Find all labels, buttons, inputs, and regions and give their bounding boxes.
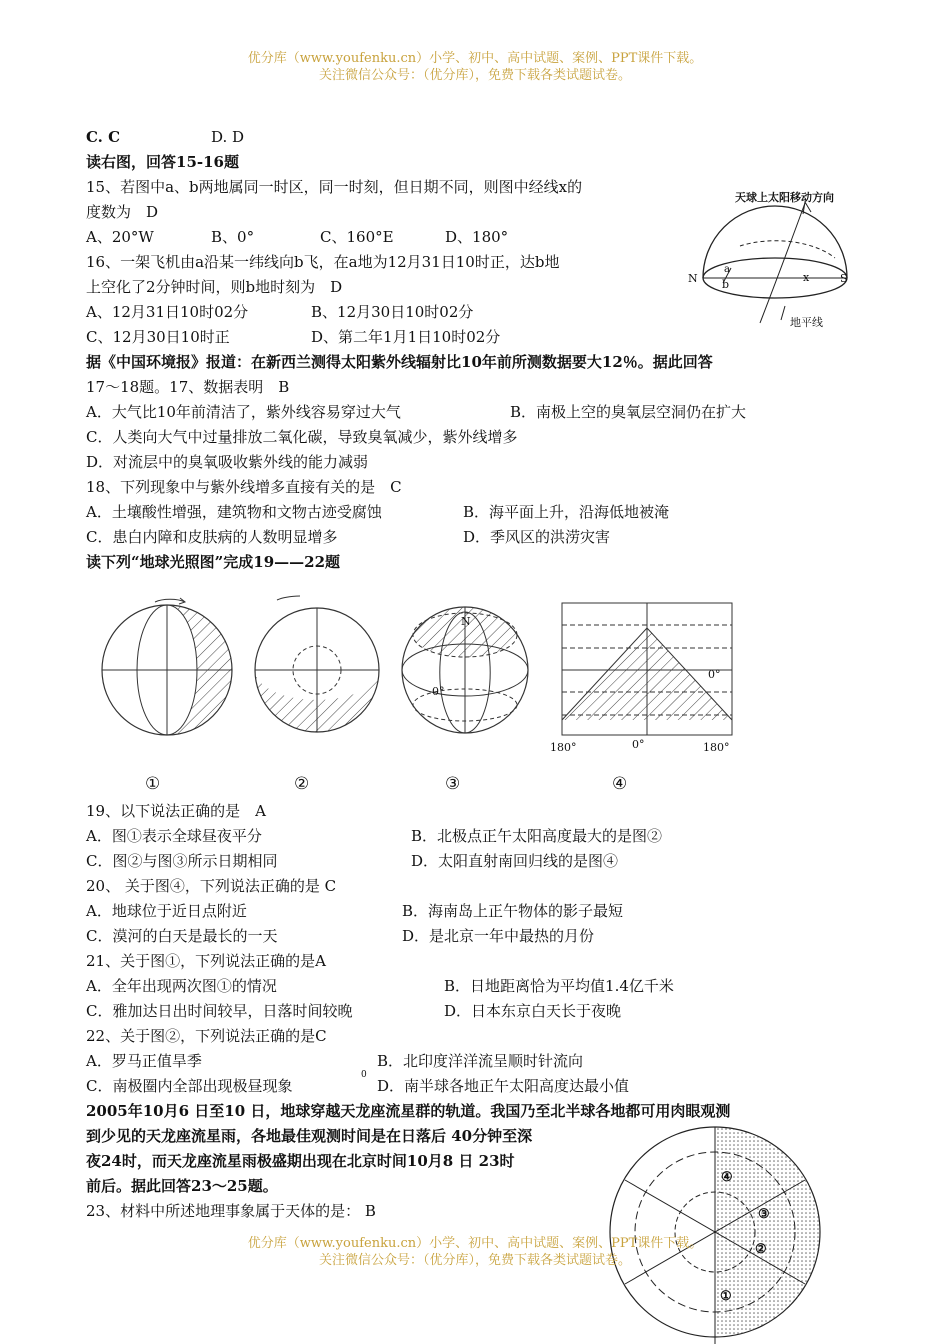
q18-option-d: D．季风区的洪涝灾害 <box>463 528 611 546</box>
figure-2-globe <box>255 596 379 732</box>
sky-x-label: x <box>803 271 810 284</box>
question-15-cont: 度数为 D <box>86 203 159 221</box>
figure-4-bottom-mid-label: 0° <box>632 738 645 751</box>
passage-meteor-3: 夜24时，而天龙座流星雨极盛期出现在北京时间10月8 日 23时 <box>86 1152 515 1170</box>
q15-option-d: D、180° <box>445 228 509 246</box>
sky-n-label: N <box>688 272 698 285</box>
passage-meteor-4: 前后。据此回答23～25题。 <box>86 1177 278 1195</box>
celestial-sphere-figure <box>685 188 865 338</box>
polar-marker-4: ④ <box>721 1170 733 1185</box>
q16-option-d: D、第二年1月1日10时02分 <box>311 328 501 346</box>
option-c: C. C <box>86 128 121 146</box>
question-16-cont: 上空化了2分钟时间，则b地时刻为 D <box>86 278 343 296</box>
footer-line-1: 优分库（www.youfenku.cn）小学、初中、高中试题、案例、PPT课件下载。 <box>247 1236 703 1251</box>
q18-option-c: C．患白内障和皮肤病的人数明显增多 <box>86 528 338 546</box>
instruction-19-22: 读下列“地球光照图”完成19——22题 <box>86 553 341 571</box>
q16-option-b: B、12月30日10时02分 <box>311 303 474 321</box>
polar-marker-2: ② <box>755 1242 767 1257</box>
q16-option-c: C、12月30日10时正 <box>86 328 230 346</box>
q19-option-d: D．太阳直射南回归线的是图④ <box>411 852 619 870</box>
q17-option-c: C．人类向大气中过量排放二氧化碳，导致臭氧减少，紫外线增多 <box>86 428 518 446</box>
header-line-1: 优分库（www.youfenku.cn）小学、初中、高中试题、案例、PPT课件下载。 <box>247 51 703 66</box>
question-17: 17～18题。17、数据表明 B <box>86 378 290 396</box>
q19-option-b: B．北极点正午太阳高度最大的是图② <box>411 827 663 845</box>
footer-line-2: 关注微信公众号：（优分库），免费下载各类试题试卷。 <box>318 1253 631 1268</box>
q20-option-b: B．海南岛上正午物体的影子最短 <box>402 902 624 920</box>
question-19: 19、以下说法正确的是 A <box>86 802 266 820</box>
q18-option-a: A．土壤酸性增强，建筑物和文物古迹受腐蚀 <box>86 503 382 521</box>
polar-marker-3: ③ <box>758 1207 770 1222</box>
question-21: 21、关于图①，下列说法正确的是A <box>86 952 326 970</box>
sky-horizon-label: 地平线 <box>790 316 823 329</box>
polar-marker-1: ① <box>720 1289 732 1304</box>
question-22: 22、关于图②，下列说法正确的是C <box>86 1027 327 1045</box>
polar-illumination-figure <box>605 1120 830 1344</box>
q22-option-d: D．南半球各地正午太阳高度达最小值 <box>377 1077 630 1095</box>
question-20: 20、 关于图④，下列说法正确的是 C <box>86 877 337 895</box>
sky-a-label: a <box>724 264 730 275</box>
stray-zero-mark: 0 <box>361 1070 367 1080</box>
figure-2-label: ② <box>294 774 310 794</box>
q21-option-b: B．日地距离恰为平均值1.4亿千米 <box>444 977 674 995</box>
q22-option-b: B．北印度洋洋流呈顺时针流向 <box>377 1052 584 1070</box>
sky-b-label: b <box>722 278 730 291</box>
q19-option-a: A．图①表示全球昼夜平分 <box>86 827 262 845</box>
figure-4-bottom-right-label: 180° <box>703 741 730 754</box>
q19-option-c: C．图②与图③所示日期相同 <box>86 852 278 870</box>
q20-option-a: A．地球位于近日点附近 <box>86 902 247 920</box>
figure-1-globe <box>102 598 232 735</box>
q20-option-c: C．漠河的白天是最长的一天 <box>86 927 278 945</box>
q22-option-a: A．罗马正值旱季 <box>86 1052 202 1070</box>
q15-option-a: A、20°W <box>86 228 154 246</box>
q15-option-b: B、0° <box>211 228 255 246</box>
question-15: 15、若图中a、b两地属同一时区，同一时刻，但日期不同，则图中经线x的 <box>86 178 583 196</box>
instruction-15-16: 读右图，回答15-16题 <box>86 153 239 171</box>
figure-4-diagram <box>562 603 732 735</box>
q17-option-a: A．大气比10年前清洁了，紫外线容易穿过大气 <box>86 403 401 421</box>
figure-3-zero-label: 0° <box>432 685 445 698</box>
q16-option-a: A、12月31日10时02分 <box>86 303 249 321</box>
q15-option-c: C、160°E <box>320 228 394 246</box>
q21-option-d: D．日本东京白天长于夜晚 <box>444 1002 622 1020</box>
figure-3-label: ③ <box>445 774 461 794</box>
sky-caption: 天球上太阳移动方向 <box>735 191 834 204</box>
passage-meteor-2: 到少见的天龙座流星雨，各地最佳观测时间是在日落后 40分钟至深 <box>86 1127 533 1145</box>
q17-option-d: D．对流层中的臭氧吸收紫外线的能力减弱 <box>86 453 369 471</box>
q22-option-c: C．南极圈内全部出现极昼现象 <box>86 1077 293 1095</box>
figure-1-label: ① <box>145 774 161 794</box>
illumination-figures <box>95 590 775 760</box>
q21-option-a: A．全年出现两次图①的情况 <box>86 977 277 995</box>
figure-3-north-label: N <box>461 615 471 628</box>
figure-4-zero-right-label: 0° <box>708 668 721 681</box>
figure-4-label: ④ <box>612 774 628 794</box>
figure-4-bottom-left-label: 180° <box>550 741 577 754</box>
header-line-2: 关注微信公众号：（优分库），免费下载各类试题试卷。 <box>318 68 631 83</box>
question-23: 23、材料中所述地理事象属于天体的是： B <box>86 1202 376 1220</box>
question-16: 16、一架飞机由a沿某一纬线向b飞，在a地为12月31日10时正，达b地 <box>86 253 560 271</box>
sky-s-label: S <box>840 272 848 285</box>
q18-option-b: B．海平面上升，沿海低地被淹 <box>463 503 670 521</box>
question-18: 18、下列现象中与紫外线增多直接有关的是 C <box>86 478 402 496</box>
q20-option-d: D．是北京一年中最热的月份 <box>402 927 595 945</box>
q17-option-b: B．南极上空的臭氧层空洞仍在扩大 <box>510 403 747 421</box>
option-d: D. D <box>211 128 245 146</box>
passage-uv: 据《中国环境报》报道：在新西兰测得太阳紫外线辐射比10年前所测数据要大12％。据此回答 <box>86 353 713 371</box>
q21-option-c: C．雅加达日出时间较早，日落时间较晚 <box>86 1002 353 1020</box>
passage-meteor-1: 2005年10月6 日至10 日，地球穿越天龙座流星群的轨道。我国乃至北半球各地都可用肉眼观测 <box>86 1102 731 1120</box>
